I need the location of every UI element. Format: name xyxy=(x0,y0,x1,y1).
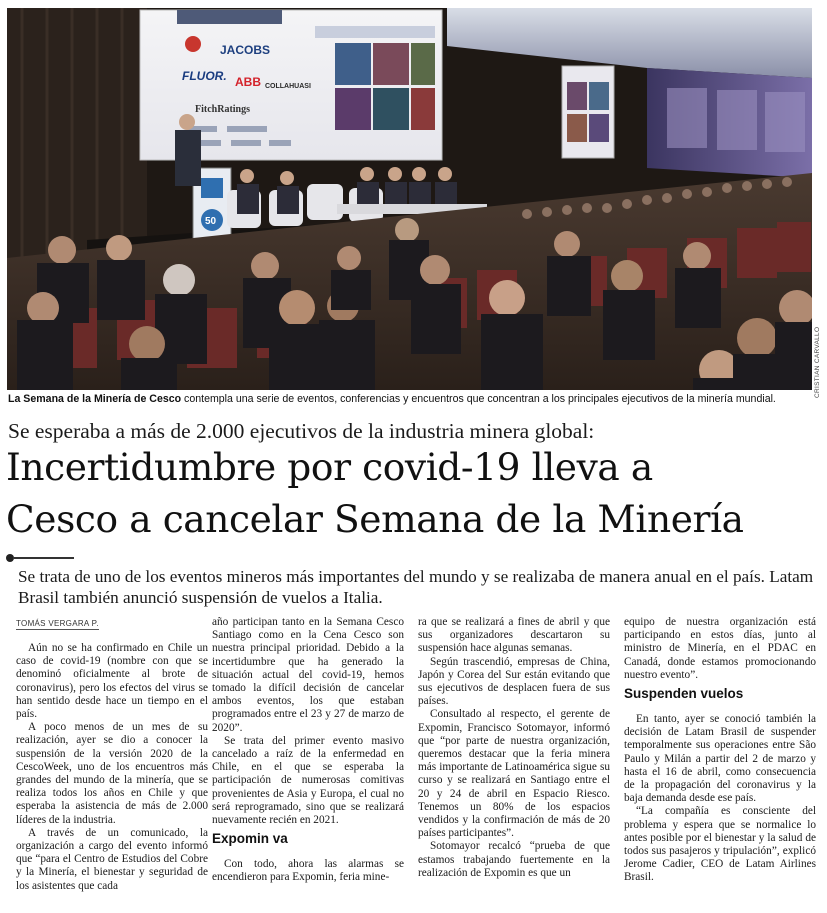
article-column-1 xyxy=(16,642,208,893)
headline-line-1: Incertidumbre por covid-19 lleva a xyxy=(6,445,653,489)
paragraph: año participan tanto en la Semana Cesco Santiago como en la Cena Cesco son nuestra principal prioridad. Debido a la incertidumbre que ha generado la situación actual del covid-19, hemos tomado la difícil decisión de cancelar ambos eventos, los que estaban programados entre el 23 y 27 de marzo de 2020”. xyxy=(212,616,404,734)
paragraph: Se trata del primer evento masivo cancelado a raíz de la enfermedad en Chile, en el que se esperaba la participación de numerosas comitivas provenientes de Asia y Europa, el cual no será reprogramado, sino que se realizará nuevamente recién en 2021. xyxy=(212,734,404,827)
paragraph: A poco menos de un mes de su realización, ayer se dio a conocer la suspensión de la versión 2020 de la CescoWeek, uno de los encuentros más grandes del mundo de la minería, que se realiza todos los años en Chile y que esperaba la asistencia de más de 2.000 líderes de la industria. xyxy=(16,721,208,826)
paragraph: En tanto, ayer se conoció también la decisión de Latam Brasil de suspender temporalmente sus operaciones entre São Paulo y Milán a partir del 2 de marzo y hasta el 16 de abril, como consecuencia de la propagación del coronavirus y la baja demanda desde ese país. xyxy=(624,713,816,805)
separator-dot xyxy=(6,554,14,562)
sponsor-jacobs: JACOBS xyxy=(220,43,271,57)
sponsor-fluor: FLUOR. xyxy=(182,69,227,83)
podium-badge: 50 xyxy=(205,216,217,227)
paragraph: Según trascendió, empresas de China, Japón y Corea del Sur están evitando que sus ejecutivos de desplacen fuera de sus países. xyxy=(418,655,610,708)
paragraph: ra que se realizará a fines de abril y que sus organizadores descartaron su suspensión hace algunas semanas. xyxy=(418,616,610,655)
sponsor-fitch: FitchRatings xyxy=(195,104,250,115)
kicker: Se esperaba a más de 2.000 ejecutivos de la industria minera global: xyxy=(8,419,595,443)
headline xyxy=(6,441,821,545)
paragraph: Con todo, ahora las alarmas se encendieron para Expomin, feria mine- xyxy=(212,858,404,884)
paragraph: A través de un comunicado, la organización a cargo del evento informó que “para el Centro de Estudios del Cobre y la Minería, el bienestar y seguridad de los asistentes que cada xyxy=(16,826,208,892)
paragraph: Aún no se ha confirmado en Chile un caso de covid-19 (nombre con que se denominó oficialmente al brote de coronavirus), pero los efectos del virus se han sentido desde hace un tiempo en el país. xyxy=(16,642,208,721)
photo-caption xyxy=(8,392,820,406)
caption-text: contempla una serie de eventos, conferencias y encuentros que concentran a los principales ejecutivos de la minería mundial. xyxy=(181,393,776,405)
paragraph: Consultado al respecto, el gerente de Expomin, Francisco Sotomayor, informó que “por parte de nuestra organización, queremos destacar que la feria minera más importante de Latinoamérica sigue su curso y se realizará en Santiago entre el 20 y 24 de abril en Espacio Riesco. Tenemos un 80% de los espacios vendidos y la confirmación de más de 20 países participantes”. xyxy=(418,708,610,840)
article-column-4 xyxy=(624,616,816,885)
subheading-suspenden-vuelos: Suspenden vuelos xyxy=(624,686,744,702)
paragraph: Sotomayor recalcó “prueba de que estamos trabajando fuertemente en la realización de Expomin es que un xyxy=(418,840,610,879)
deck: Se trata de uno de los eventos mineros más importantes del mundo y se realizaba de manera anual en el país. Latam Brasil también anunció suspensión de vuelos a Italia. xyxy=(18,567,814,607)
caption-lead: La Semana de la Minería de Cesco xyxy=(8,393,182,405)
separator-rule xyxy=(14,557,74,559)
photo-credit: CRISTIAN CARVALLO xyxy=(814,326,821,398)
headline-line-2: Cesco a cancelar Semana de la Minería xyxy=(6,497,744,541)
article-column-2 xyxy=(212,616,404,885)
article-column-3 xyxy=(418,616,610,880)
paragraph: equipo de nuestra organización está participando en estos días, junto al ministro de Minería, en el PDAC en Canadá, donde estamos promocionando nuestro evento”. xyxy=(624,616,816,681)
paragraph: “La compañía es consciente del problema y espera que se normalice lo antes posible por el bienestar y la salud de todos sus pasajeros y tripulación”, explicó Jerome Cadier, CEO de Latam Airlines Brasil. xyxy=(624,805,816,884)
subheading-expomin: Expomin va xyxy=(212,831,288,847)
sponsor-collahuasi: COLLAHUASI xyxy=(265,83,311,90)
byline: TOMÁS VERGARA P. xyxy=(16,619,99,628)
conference-photo xyxy=(7,8,812,390)
sponsor-abb: ABB xyxy=(235,75,261,89)
